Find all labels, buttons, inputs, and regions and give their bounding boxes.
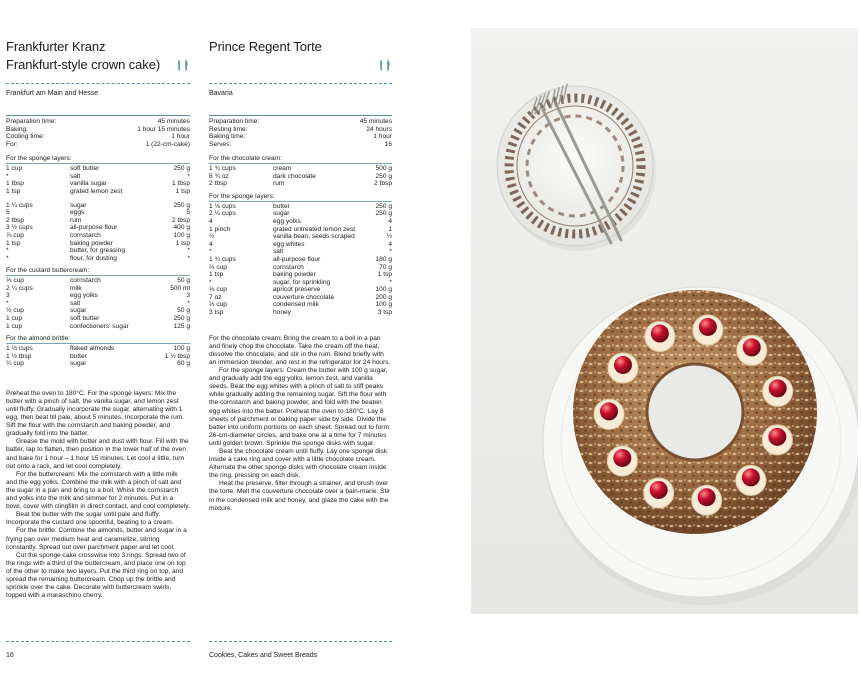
ingredient-qty-us: * xyxy=(209,278,212,286)
ingredient-row xyxy=(209,271,392,279)
title-divider xyxy=(6,83,190,84)
cherry xyxy=(613,449,631,467)
ingredient-qty-us: ½ cup xyxy=(6,307,24,315)
method-paragraph: Heat the preserve, filter through a strainer, and brush over the torte. Melt the couverture chocolate over a bain-marie. Stir in the condensed milk and honey, and glaze the cake with the mixture. xyxy=(209,480,391,512)
ingredient-row xyxy=(6,188,190,196)
wheat-icon xyxy=(176,58,190,72)
ingredient-qty-metric: * xyxy=(187,299,190,307)
ingredient-row xyxy=(209,309,392,317)
section-rule xyxy=(6,343,190,344)
ingredient-name: salt xyxy=(273,248,284,256)
ingredient-name: dark chocolate xyxy=(273,172,316,180)
ingredient-qty-metric: 250 g xyxy=(375,210,392,218)
ingredient-name: salt xyxy=(70,299,81,307)
ingredient-name: rum xyxy=(273,180,285,188)
ingredient-row xyxy=(6,345,190,353)
ingredient-row xyxy=(209,256,392,264)
ingredient-name: butter xyxy=(273,202,290,210)
ingredient-qty-metric: 500 ml xyxy=(170,284,190,292)
ingredient-qty-metric: 3 tsp xyxy=(377,309,392,317)
left-recipe-title-line1: Frankfurter Kranz xyxy=(6,39,106,54)
ingredient-qty-us: 7 oz xyxy=(209,293,222,301)
cherry xyxy=(600,402,618,420)
meta-divider xyxy=(209,115,392,116)
ingredient-qty-us: ⅔ cup xyxy=(209,263,227,271)
left-recipe-column xyxy=(6,38,190,600)
ingredient-section-heading: For the sponge layers: xyxy=(209,192,275,200)
ingredient-name: cornstarch xyxy=(70,231,101,239)
title-divider xyxy=(209,83,392,84)
ingredient-qty-metric: 70 g xyxy=(379,263,392,271)
ingredient-name: baking powder xyxy=(273,271,316,279)
right-method-text xyxy=(209,335,392,513)
ingredient-row xyxy=(6,285,190,293)
ingredient-row xyxy=(209,180,392,188)
ingredient-row xyxy=(209,301,392,309)
ingredient-qty-metric: 125 g xyxy=(173,322,190,330)
ingredient-qty-us: 1 ⅓ cups xyxy=(6,345,33,353)
ingredient-section-heading: For the custard buttercream: xyxy=(6,267,90,275)
ingredient-qty-us: ½ xyxy=(209,233,215,241)
ingredient-row xyxy=(6,247,190,255)
ingredient-row xyxy=(6,202,190,210)
ingredient-qty-us: 2 tbsp xyxy=(209,180,227,188)
ingredient-name: sugar xyxy=(273,210,290,218)
ingredient-qty-us: 1 ½ tbsp xyxy=(6,352,32,360)
small-plate xyxy=(497,86,656,251)
ingredient-qty-us: 1 tbsp xyxy=(6,180,24,188)
ingredient-name: baking powder xyxy=(70,239,113,247)
ingredient-row xyxy=(209,165,392,173)
meta-row xyxy=(209,133,392,141)
right-recipe-region: Bavaria xyxy=(209,90,233,97)
left-title-block xyxy=(6,38,190,74)
meta-label: Baking: xyxy=(6,125,28,133)
ingredient-name: grated untreated lemon zest xyxy=(273,225,356,233)
ingredient-qty-metric: 5 xyxy=(186,209,190,217)
ingredient-qty-us: ⅓ cup xyxy=(6,277,24,285)
ingredient-row xyxy=(209,294,392,302)
ingredient-name: flaked almonds xyxy=(70,345,115,353)
ingredient-name: vanilla sugar xyxy=(70,180,108,188)
ingredient-qty-metric: ½ xyxy=(386,233,392,241)
ingredient-qty-metric: 100 g xyxy=(173,231,190,239)
ingredient-name: honey xyxy=(273,309,291,317)
ingredient-row xyxy=(6,315,190,323)
ingredient-qty-us: 1 tsp xyxy=(6,187,21,195)
left-meta-table xyxy=(6,118,190,148)
meta-row xyxy=(209,118,392,126)
ingredient-qty-us: 2 ¼ cups xyxy=(6,284,33,292)
ingredient-name: cornstarch xyxy=(70,277,101,285)
ingredient-name: butter, for greasing xyxy=(70,247,125,255)
meta-value: 16 xyxy=(384,140,392,148)
left-ingredients xyxy=(6,155,190,367)
ingredient-row xyxy=(6,240,190,248)
ingredient-section-heading: For the sponge layers: xyxy=(6,155,72,163)
ingredient-name: butter xyxy=(70,352,87,360)
ingredient-qty-metric: 100 g xyxy=(375,286,392,294)
meta-row xyxy=(6,141,190,149)
left-method-text xyxy=(6,390,190,600)
ingredient-name: cream xyxy=(273,165,292,173)
meta-label: Resting time: xyxy=(209,125,248,133)
cherry xyxy=(699,318,717,336)
meta-row xyxy=(6,126,190,134)
ingredient-row xyxy=(6,360,190,368)
ingredient-row xyxy=(6,292,190,300)
ingredient-qty-metric: 60 g xyxy=(177,360,190,368)
section-rule xyxy=(209,201,392,202)
ingredient-row xyxy=(209,286,392,294)
ingredient-qty-us: 1 cup xyxy=(6,165,23,173)
ingredient-row xyxy=(209,203,392,211)
ingredient-name: egg yolks xyxy=(70,292,98,300)
ingredient-qty-metric: 500 g xyxy=(375,165,392,173)
ingredient-qty-metric: 50 g xyxy=(177,307,190,315)
ingredient-qty-us: ⅓ cup xyxy=(209,286,227,294)
page-number: 16 xyxy=(6,652,14,659)
ingredient-name: salt xyxy=(70,172,81,180)
meta-label: Preparation time: xyxy=(209,118,260,125)
ingredient-name: soft butter xyxy=(70,165,100,173)
right-title-block xyxy=(209,38,392,74)
ingredient-name: milk xyxy=(70,284,82,292)
ingredient-row xyxy=(209,173,392,181)
ingredient-row xyxy=(209,279,392,287)
cherry xyxy=(698,488,716,506)
ingredient-qty-metric: 100 g xyxy=(173,345,190,353)
meta-label: Serves: xyxy=(209,140,232,148)
ingredient-qty-metric: 2 tbsp xyxy=(374,180,392,188)
ingredient-qty-metric: * xyxy=(187,172,190,180)
ingredient-name: sugar xyxy=(70,307,87,315)
section-rule xyxy=(6,163,190,164)
ingredient-row xyxy=(6,217,190,225)
meta-value: 1 hour 15 minutes xyxy=(137,125,190,133)
ingredient-qty-us: * xyxy=(6,254,9,262)
ingredient-row xyxy=(209,264,392,272)
ingredient-qty-us: 5 xyxy=(6,209,10,217)
ingredient-qty-metric: 200 g xyxy=(375,293,392,301)
footer-rule-left xyxy=(6,641,190,642)
method-paragraph: Preheat the oven to 180°C. For the sponge layers: Mix the butter with a pinch of salt, the vanilla sugar, and lemon zest until fluffy. Gradually incorporate the sugar, alternating with 1 egg, then beat till pale, about 5 minutes. Incorporate the rum. Sift the flour with the cornstarch and baking powder, and gradually fold into the batter. xyxy=(6,389,185,438)
ingredient-row xyxy=(209,233,392,241)
ingredient-qty-us: 1 ¼ cups xyxy=(6,201,33,209)
wheat-icon xyxy=(378,58,392,72)
ingredient-qty-us: 3 tsp xyxy=(209,309,224,317)
ingredient-row xyxy=(6,232,190,240)
ingredient-name: vanilla bean, seeds scraped xyxy=(273,233,355,241)
ingredient-row xyxy=(6,224,190,232)
ingredient-qty-metric: 4 xyxy=(388,240,392,248)
left-recipe-title-line2: Frankfurt-style crown cake) xyxy=(6,57,161,72)
ingredient-qty-metric: 250 g xyxy=(173,315,190,323)
ingredient-qty-us: ⅓ cup xyxy=(209,301,227,309)
ingredient-qty-metric: 250 g xyxy=(375,172,392,180)
method-paragraph: For the brittle: Combine the almonds, butter and sugar in a frying pan over medium heat and caramelize, stirring constantly. Spread out over parchment paper and let cool. xyxy=(6,527,187,551)
right-meta-table xyxy=(209,118,392,148)
meta-value: 1 hour xyxy=(171,133,190,141)
ingredient-name: all-purpose flour xyxy=(70,224,118,232)
cherry xyxy=(743,338,761,356)
ingredient-row xyxy=(6,300,190,308)
ingredient-qty-metric: 1 xyxy=(388,225,392,233)
meta-row xyxy=(6,118,190,126)
ingredient-qty-us: 4 xyxy=(209,217,213,225)
ingredient-qty-us: 8 ¾ oz xyxy=(209,172,229,180)
ingredient-name: flour, for dusting xyxy=(70,254,117,262)
ingredient-name: grated lemon zest xyxy=(70,187,123,195)
meta-divider xyxy=(6,115,190,116)
meta-label: Baking time: xyxy=(209,133,246,141)
ingredient-qty-us: 1 ⅛ cups xyxy=(209,202,236,210)
right-ingredients xyxy=(209,155,392,316)
cherry xyxy=(742,468,760,486)
cherry xyxy=(651,325,669,343)
ingredient-row xyxy=(209,241,392,249)
ingredient-section-heading: For the almond brittle: xyxy=(6,335,71,343)
ingredient-qty-metric: 100 g xyxy=(375,301,392,309)
ingredient-name: egg yolks xyxy=(273,217,301,225)
meta-value: 1 hour xyxy=(373,133,392,141)
ingredient-name: rum xyxy=(70,216,82,224)
meta-value: 24 hours xyxy=(366,125,392,133)
ingredient-qty-metric: * xyxy=(187,254,190,262)
ingredient-name: sugar xyxy=(70,360,87,368)
ingredient-name: condensed milk xyxy=(273,301,319,309)
cherry xyxy=(650,481,668,499)
cherry xyxy=(768,428,786,446)
method-paragraph: Beat the chocolate cream until fluffy. Lay one sponge disk inside a cake ring and cover with a little chocolate cream. Alternate the other sponge disks with chocolate cream inside the ring, pressing on each disk. xyxy=(209,447,387,480)
ingredient-qty-metric: 250 g xyxy=(375,202,392,210)
right-recipe-column xyxy=(209,38,392,513)
ingredient-row xyxy=(6,209,190,217)
ingredient-qty-metric: 50 g xyxy=(177,277,190,285)
meta-row xyxy=(209,141,392,149)
ingredient-qty-metric: * xyxy=(187,247,190,255)
ingredient-row xyxy=(6,173,190,181)
ingredient-row xyxy=(209,226,392,234)
cake-photo xyxy=(471,28,858,614)
ingredient-qty-us: 1 tsp xyxy=(6,239,21,247)
cake-illustration xyxy=(471,28,858,614)
ingredient-qty-us: ⅞ cup xyxy=(6,231,24,239)
ingredient-row xyxy=(6,255,190,263)
ingredient-qty-us: 1 cup xyxy=(6,322,23,330)
ingredient-qty-us: 2 ¼ cups xyxy=(209,210,236,218)
footer-rule-right xyxy=(209,641,392,642)
ingredient-qty-us: 2 tbsp xyxy=(6,216,24,224)
ingredient-name: couverture chocolate xyxy=(273,293,335,301)
cherry xyxy=(614,356,632,374)
ingredient-qty-us: 4 xyxy=(209,240,213,248)
ingredient-name: apricot preserve xyxy=(273,286,321,294)
ingredient-qty-metric: 2 tbsp xyxy=(172,216,190,224)
ingredient-name: soft butter xyxy=(70,315,100,323)
ingredient-qty-metric: 1 tsp xyxy=(175,187,190,195)
meta-label: Cooling time: xyxy=(6,133,45,141)
ingredient-name: sugar, for sprinkling xyxy=(273,278,331,286)
method-paragraph: Beat the butter with the sugar until pale and fluffy. Incorporate the custard one spoonful, beating to a cream. xyxy=(6,511,174,527)
left-recipe-region: Frankfurt am Main and Hesse xyxy=(6,90,99,97)
ingredient-name: all-purpose flour xyxy=(273,255,321,263)
ingredient-qty-metric: * xyxy=(389,278,392,286)
ingredient-qty-metric: 4 xyxy=(388,217,392,225)
ingredient-name: eggs xyxy=(70,209,85,217)
ingredient-name: egg whites xyxy=(273,240,305,248)
right-recipe-title: Prince Regent Torte xyxy=(209,39,322,54)
ingredient-qty-metric: 400 g xyxy=(173,224,190,232)
ingredient-row xyxy=(6,323,190,331)
meta-label: For: xyxy=(6,140,18,148)
ingredient-qty-us: 1 cup xyxy=(6,315,23,323)
ingredient-qty-us: 3 xyxy=(6,292,10,300)
ingredient-name: confectioners' sugar xyxy=(70,322,129,330)
section-title: Cookies, Cakes and Sweet Breads xyxy=(209,652,318,659)
ingredient-qty-us: * xyxy=(6,172,9,180)
ingredient-row xyxy=(6,353,190,361)
ingredient-qty-metric: 1 tbsp xyxy=(172,180,190,188)
method-paragraph: For the chocolate cream: Bring the cream to a boil in a pan and finely chop the chocolate. Take the cream off the heat, dissolve the chocolate, and stir in the rum. Blend briefly with an immersion blender, and rest in the refrigerator for 24 hours. xyxy=(209,334,391,366)
ingredient-qty-metric: 250 g xyxy=(173,201,190,209)
ingredient-qty-us: * xyxy=(6,299,9,307)
ingredient-qty-us: * xyxy=(209,248,212,256)
cherry xyxy=(769,379,787,397)
ingredient-qty-metric: 1 tsp xyxy=(377,271,392,279)
ingredient-qty-us: 1 ¾ cups xyxy=(209,165,236,173)
ingredient-qty-metric: 250 g xyxy=(173,165,190,173)
section-rule xyxy=(209,163,392,164)
ingredient-qty-us: * xyxy=(6,247,9,255)
method-paragraph: Cut the sponge cake crosswise into 3 rings. Spread two of the rings with a third of the buttercream, and place one on top of the other to make two layers. Put the third ring on top, and spread the remaining buttercream. Chop up the brittle and sprinkle over the cake. Decorate with buttercream swirls, topped with a maraschino cherry. xyxy=(6,551,186,600)
ingredient-name: sugar xyxy=(70,201,87,209)
ingredient-qty-metric: 1 tsp xyxy=(175,239,190,247)
ingredient-qty-metric: 1 ½ tbsp xyxy=(164,352,190,360)
ingredient-row xyxy=(209,210,392,218)
ingredient-qty-metric: 3 xyxy=(186,292,190,300)
ingredient-row xyxy=(6,277,190,285)
ingredient-qty-us: ¼ cup xyxy=(6,360,24,368)
section-rule xyxy=(6,275,190,276)
ingredient-qty-us: 1 ¾ cups xyxy=(209,255,236,263)
meta-row xyxy=(6,133,190,141)
ingredient-name: cornstarch xyxy=(273,263,304,271)
ingredient-qty-us: 1 pinch xyxy=(209,225,231,233)
ingredient-row xyxy=(6,180,190,188)
ingredient-qty-us: 1 tsp xyxy=(209,271,224,279)
meta-row xyxy=(209,126,392,134)
ingredient-qty-us: 3 ½ cups xyxy=(6,224,33,232)
ingredient-row xyxy=(6,165,190,173)
ingredient-qty-metric: * xyxy=(389,248,392,256)
meta-value: 45 minutes xyxy=(157,118,190,125)
ingredient-row xyxy=(209,218,392,226)
meta-value: 45 minutes xyxy=(359,118,392,125)
meta-value: 1 (22-cm-cake) xyxy=(145,140,190,148)
ingredient-qty-metric: 180 g xyxy=(375,255,392,263)
method-paragraph: Grease the mold with butter and dust with flour. Fill with the batter, tap to flatten, then position in the lower half of the oven and bake for 1 hour – 1 hour 15 minutes. Let cool a little, turn out onto a rack, and let cool completely. xyxy=(6,438,189,470)
ingredient-section-heading: For the chocolate cream: xyxy=(209,155,282,163)
meta-label: Preparation time: xyxy=(6,118,57,125)
ingredient-row xyxy=(6,307,190,315)
ingredient-row xyxy=(209,248,392,256)
method-paragraph: For the buttercream: Mix the cornstarch with a little milk and the egg yolks. Combine the milk with a pinch of salt and the sugar in a pan and bring to a boil. Whisk the cornstarch and yolks into the milk and simmer for 2 minutes. Put in a bowl, cover with clingfilm in direct contact, and cool completely. xyxy=(6,470,190,511)
method-paragraph: For the sponge layers: Cream the butter with 100 g sugar, and gradually add the egg yolks, lemon zest, and vanilla seeds. Beat the egg whites with a pinch of salt to stiff peaks while gradually adding the remaining sugar. Sift the flour with the cornstarch and baking powder, and fold with the beaten egg whites into the batter. Preheat the oven to 180°C. Lay 8 sheets of parchment or baking paper side by side. Divide the batter into uniform portions on each sheet. Spread out to form 26-cm-diameter circles, and bake one at a time for 7 minutes until golden brown. Sprinkle the sponge disks with sugar. xyxy=(209,367,389,447)
